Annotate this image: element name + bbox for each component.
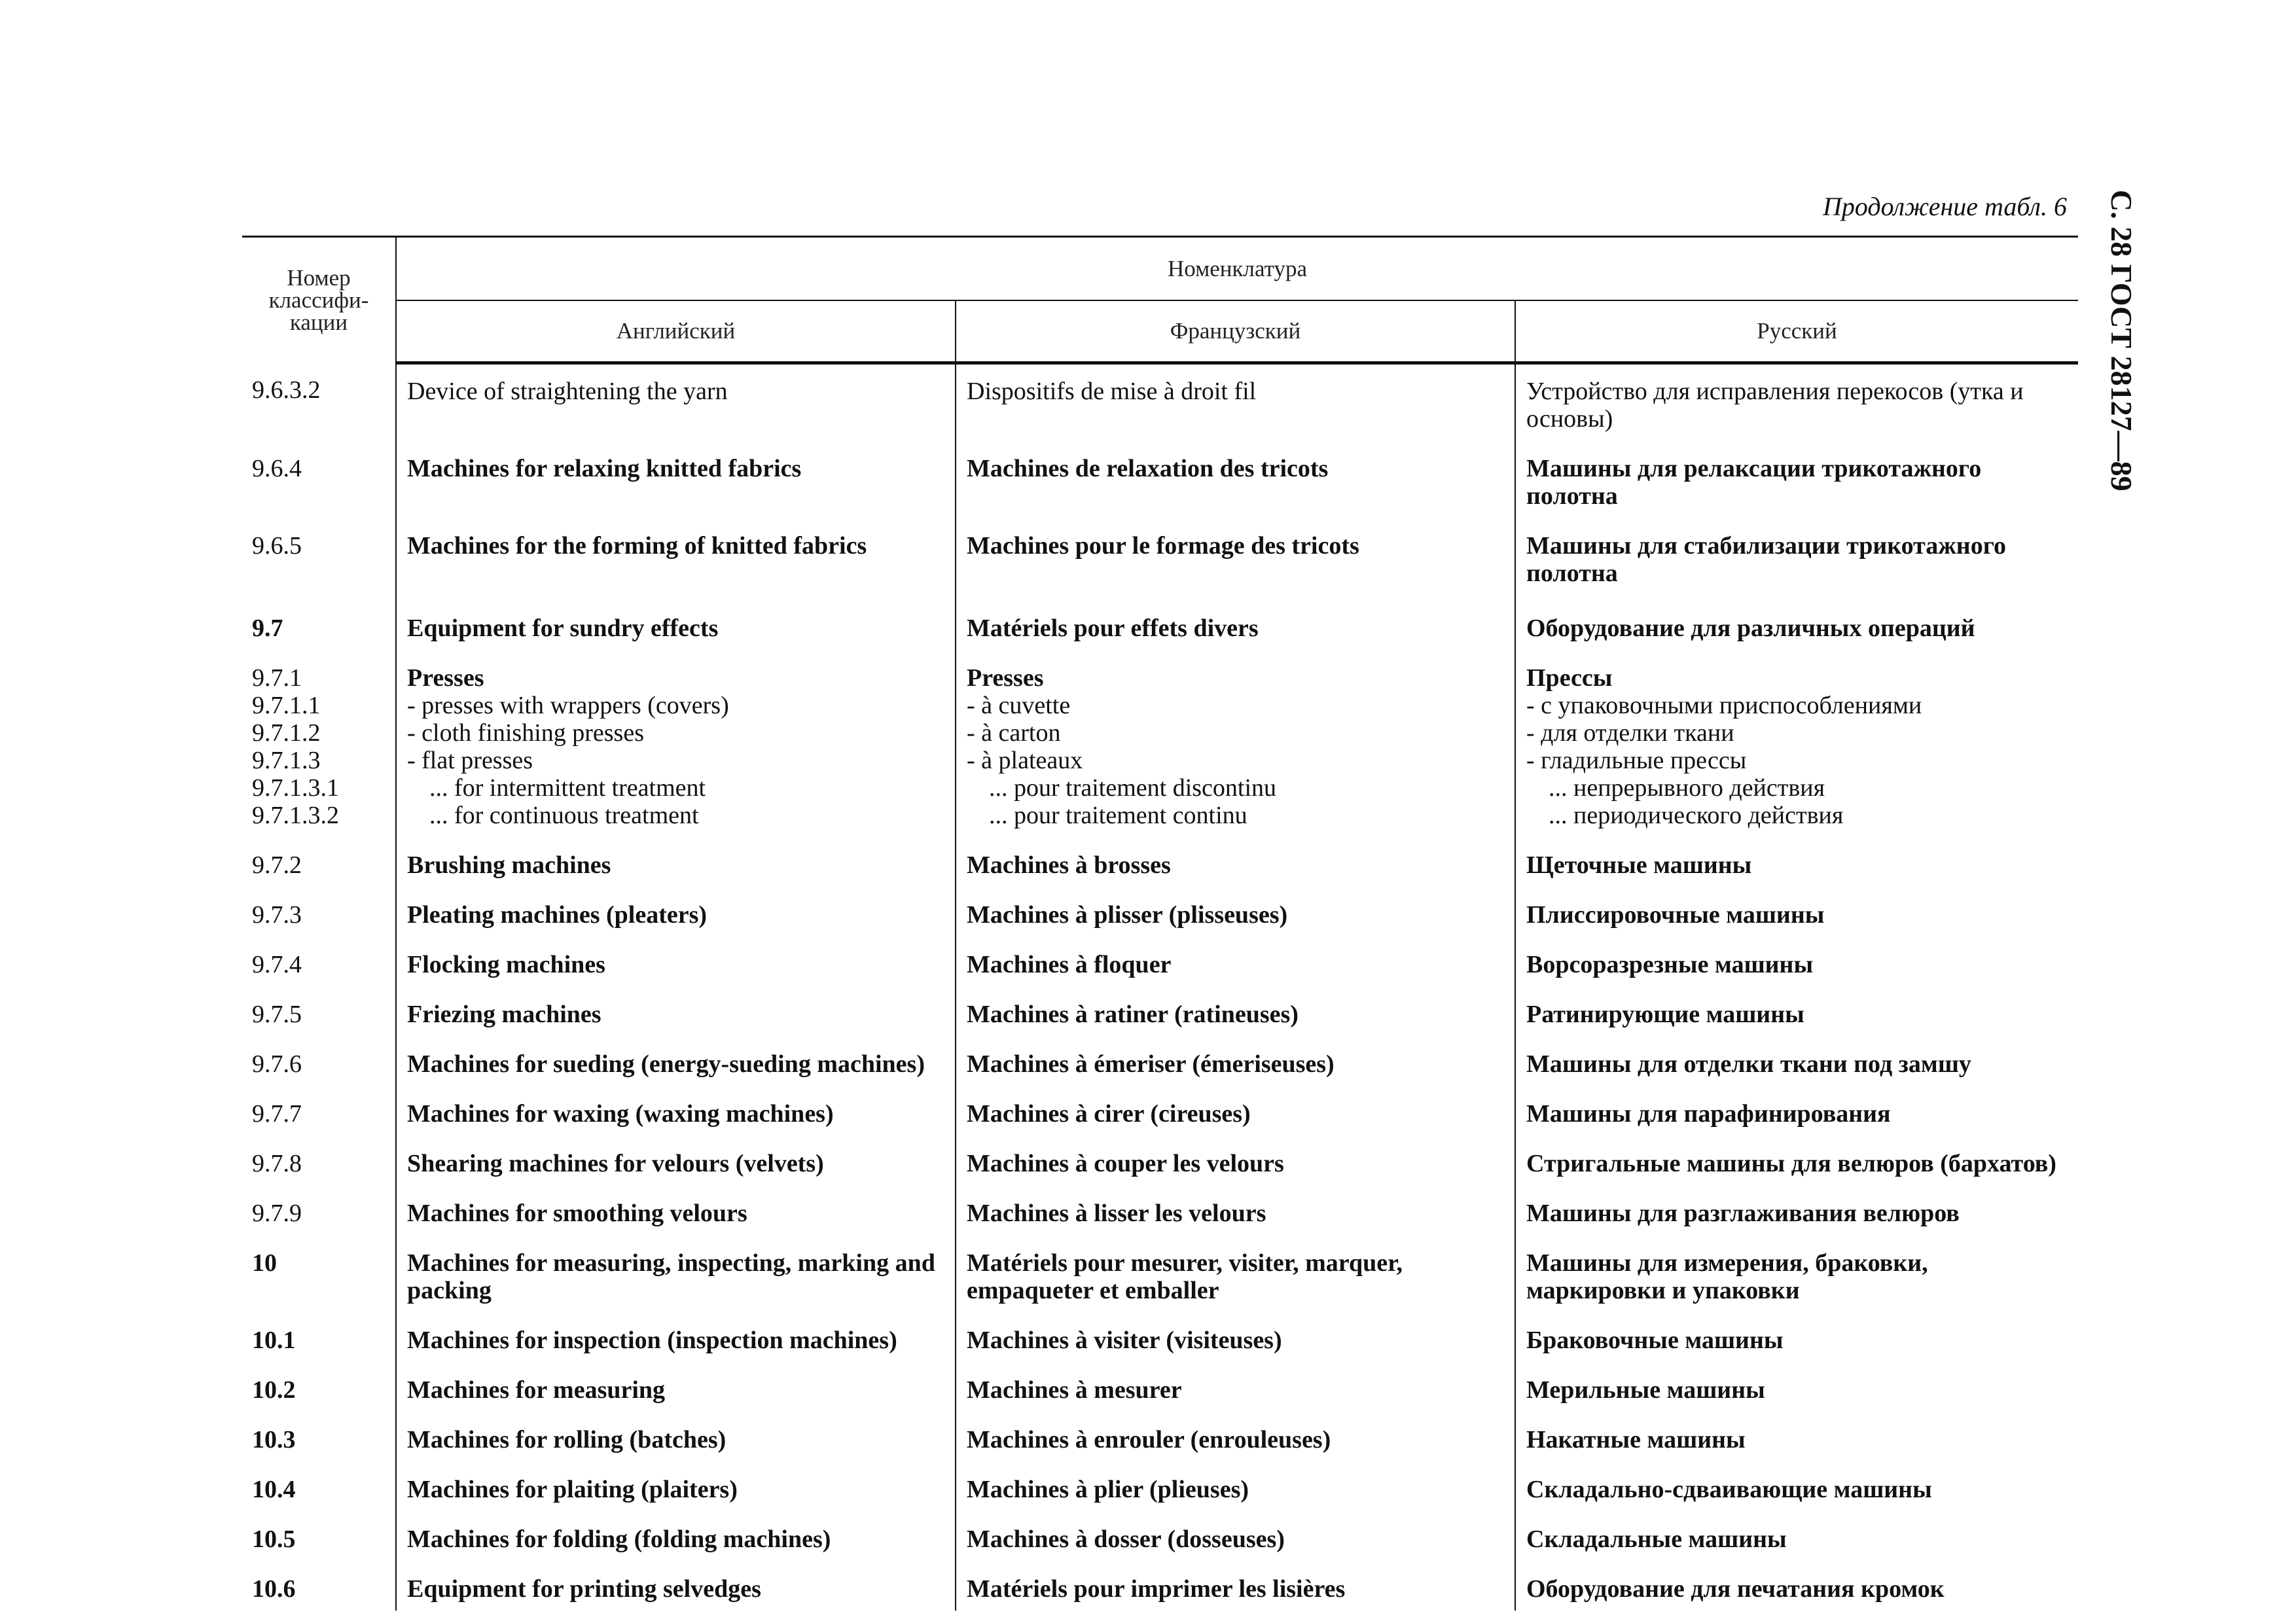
- russian-term: Ворсоразрезные машины: [1526, 951, 1814, 978]
- table-row: [242, 1461, 2078, 1511]
- russian-header: Русский: [1515, 300, 2078, 363]
- russian-term: Машины для измерения, браковки, маркировки и упаковки: [1526, 1249, 1928, 1304]
- russian-term: Мерильные машины: [1526, 1376, 1765, 1404]
- row-number: 9.7.9: [242, 1185, 396, 1235]
- row-number: 10.1: [242, 1312, 396, 1362]
- french-term: Machines à visiter (visiteuses): [956, 1312, 1515, 1362]
- row-number: 9.7.5: [242, 986, 396, 1036]
- french-term: Machines à lisser les velours: [956, 1185, 1515, 1235]
- french-term: Machines à enrouler (enrouleuses): [956, 1412, 1515, 1461]
- russian-term: - гладильные прессы: [1526, 747, 1747, 774]
- row-number-list: [242, 650, 396, 837]
- russian-term: Браковочные машины: [1526, 1327, 1784, 1354]
- russian-term: - с упаковочными приспособлениями: [1526, 692, 1922, 719]
- table-row: [242, 986, 2078, 1036]
- english-term: Machines for folding (folding machines): [396, 1511, 956, 1561]
- english-term: - presses with wrappers (covers): [407, 692, 729, 719]
- english-term: Flocking machines: [396, 936, 956, 986]
- russian-term: ... периодического действия: [1549, 802, 1844, 829]
- row-number: 9.6.3.2: [242, 363, 396, 441]
- english-term: Friezing machines: [396, 986, 956, 1036]
- table-row: [242, 936, 2078, 986]
- russian-term: Машины для отделки ткани под замшу: [1526, 1050, 1971, 1078]
- row-number: 9.7.1.3.2: [252, 802, 339, 829]
- row-number: 9.7.1.2: [252, 719, 321, 747]
- row-number: 9.7.1.3: [252, 747, 321, 774]
- row-number: 9.7: [242, 595, 396, 650]
- english-term: Machines for the forming of knitted fabrics: [396, 518, 956, 595]
- french-term: Machines à mesurer: [956, 1362, 1515, 1412]
- table-row: [242, 595, 2078, 650]
- row-number: 9.6.5: [242, 518, 396, 595]
- row-number: 9.7.8: [242, 1135, 396, 1185]
- french-term-list: [956, 650, 1515, 837]
- french-term: Dispositifs de mise à droit fil: [956, 363, 1515, 441]
- english-term: Machines for relaxing knitted fabrics: [396, 440, 956, 518]
- row-number: 9.7.6: [242, 1036, 396, 1086]
- table-row: [242, 1561, 2078, 1611]
- french-term: Machines à plisser (plisseuses): [956, 887, 1515, 936]
- russian-term-list: [1515, 650, 2078, 837]
- russian-term: - для отделки ткани: [1526, 719, 1734, 747]
- table-row: [242, 1036, 2078, 1086]
- table-row: [242, 887, 2078, 936]
- french-term: Matériels pour imprimer les lisières: [956, 1561, 1515, 1611]
- french-term: - à plateaux: [967, 747, 1083, 774]
- english-term: Pleating machines (pleaters): [396, 887, 956, 936]
- french-term: Machines à cirer (cireuses): [956, 1086, 1515, 1135]
- french-term: Machines de relaxation des tricots: [956, 440, 1515, 518]
- french-term: Machines à brosses: [956, 837, 1515, 887]
- english-term: Machines for plaiting (plaiters): [396, 1461, 956, 1511]
- french-term: Machines à couper les velours: [956, 1135, 1515, 1185]
- russian-term: Щеточные машины: [1526, 851, 1752, 879]
- english-header: Английский: [396, 300, 956, 363]
- english-term: Presses: [407, 664, 484, 692]
- english-term: Machines for inspection (inspection machines): [396, 1312, 956, 1362]
- row-number: 10.6: [242, 1561, 396, 1611]
- russian-term: Машины для релаксации трикотажного полотна: [1526, 455, 1982, 510]
- russian-term: Ратинирующие машины: [1526, 1001, 1804, 1028]
- russian-term: Оборудование для различных операций: [1526, 615, 1975, 642]
- english-term: Machines for rolling (batches): [396, 1412, 956, 1461]
- header-line: классифи-: [268, 287, 369, 313]
- russian-term: Плиссировочные машины: [1526, 901, 1825, 929]
- table-row: [242, 1235, 2078, 1312]
- english-term: Machines for waxing (waxing machines): [396, 1086, 956, 1135]
- french-term: ... pour traitement discontinu: [989, 774, 1277, 802]
- nomenclature-table: [242, 236, 2078, 1611]
- french-term: Machines à floquer: [956, 936, 1515, 986]
- row-number: 9.7.1.1: [252, 692, 321, 719]
- table-row: [242, 1312, 2078, 1362]
- russian-term: Машины для стабилизации трикотажного полотна: [1526, 532, 2007, 587]
- continuation-label: Продолжение табл. 6: [1822, 192, 2067, 221]
- french-term: Presses: [967, 664, 1044, 692]
- russian-term: Складальные машины: [1526, 1525, 1787, 1553]
- english-term: Machines for measuring: [396, 1362, 956, 1412]
- french-term: Machines pour le formage des tricots: [956, 518, 1515, 595]
- russian-term: Устройство для исправления перекосов (утка и основы): [1526, 378, 2024, 433]
- row-number: 10: [242, 1235, 396, 1312]
- english-term: Equipment for printing selvedges: [396, 1561, 956, 1611]
- russian-term: Машины для разглаживания велюров: [1526, 1200, 1960, 1227]
- table-row: [242, 1086, 2078, 1135]
- french-header: Французский: [956, 300, 1515, 363]
- french-term: ... pour traitement continu: [989, 802, 1247, 829]
- side-header-text: С. 28 ГОСТ 28127—89: [2105, 190, 2138, 491]
- row-number: 9.6.4: [242, 440, 396, 518]
- english-term: Equipment for sundry effects: [396, 595, 956, 650]
- russian-term: Складально-сдваивающие машины: [1526, 1476, 1932, 1503]
- english-term: ... for continuous treatment: [429, 802, 699, 829]
- russian-term: Машины для парафинирования: [1526, 1100, 1891, 1128]
- table-row: [242, 1511, 2078, 1561]
- header-line: Номер: [287, 264, 351, 291]
- table-row: [242, 837, 2078, 887]
- english-term: Shearing machines for velours (velvets): [396, 1135, 956, 1185]
- english-term: Machines for measuring, inspecting, marking and packing: [396, 1235, 956, 1312]
- french-term: Machines à émeriser (émeriseuses): [956, 1036, 1515, 1086]
- english-term: - cloth finishing presses: [407, 719, 645, 747]
- russian-term: Накатные машины: [1526, 1426, 1746, 1454]
- table-row: [242, 440, 2078, 518]
- english-term: Machines for sueding (energy-sueding machines): [396, 1036, 956, 1086]
- russian-term: ... непрерывного действия: [1549, 774, 1825, 802]
- row-number: 9.7.1.3.1: [252, 774, 339, 802]
- table-row: [242, 1362, 2078, 1412]
- row-number: 10.5: [242, 1511, 396, 1561]
- row-number: 10.3: [242, 1412, 396, 1461]
- row-number: 9.7.1: [252, 664, 302, 692]
- french-term: Machines à plier (plieuses): [956, 1461, 1515, 1511]
- english-term: Machines for smoothing velours: [396, 1185, 956, 1235]
- french-term: Machines à ratiner (ratineuses): [956, 986, 1515, 1036]
- row-number: 9.7.2: [242, 837, 396, 887]
- table-row: [242, 1412, 2078, 1461]
- french-term: - à carton: [967, 719, 1061, 747]
- french-term: Matériels pour effets divers: [956, 595, 1515, 650]
- table-row-presses: [242, 650, 2078, 837]
- russian-term: Прессы: [1526, 664, 1613, 692]
- nomenclature-header: Номенклатура: [396, 237, 2078, 301]
- english-term-list: [396, 650, 956, 837]
- russian-term: Стригальные машины для велюров (бархатов): [1526, 1150, 2056, 1177]
- english-term: - flat presses: [407, 747, 533, 774]
- table-row: [242, 363, 2078, 441]
- english-term: Device of straightening the yarn: [396, 363, 956, 441]
- french-term: Matériels pour mesurer, visiter, marquer, empaqueter et emballer: [956, 1235, 1515, 1312]
- table-row: [242, 1135, 2078, 1185]
- english-term: Brushing machines: [396, 837, 956, 887]
- row-number: 9.7.4: [242, 936, 396, 986]
- french-term: - à cuvette: [967, 692, 1071, 719]
- header-line: кации: [289, 309, 348, 335]
- row-number: 9.7.3: [242, 887, 396, 936]
- table-row: [242, 518, 2078, 595]
- russian-term: Оборудование для печатания кромок: [1526, 1575, 1945, 1603]
- french-term: Machines à dosser (dosseuses): [956, 1511, 1515, 1561]
- row-number: 10.4: [242, 1461, 396, 1511]
- row-number: 9.7.7: [242, 1086, 396, 1135]
- row-number: 10.2: [242, 1362, 396, 1412]
- classification-number-header: [242, 237, 396, 363]
- table-row: [242, 1185, 2078, 1235]
- english-term: ... for intermittent treatment: [429, 774, 706, 802]
